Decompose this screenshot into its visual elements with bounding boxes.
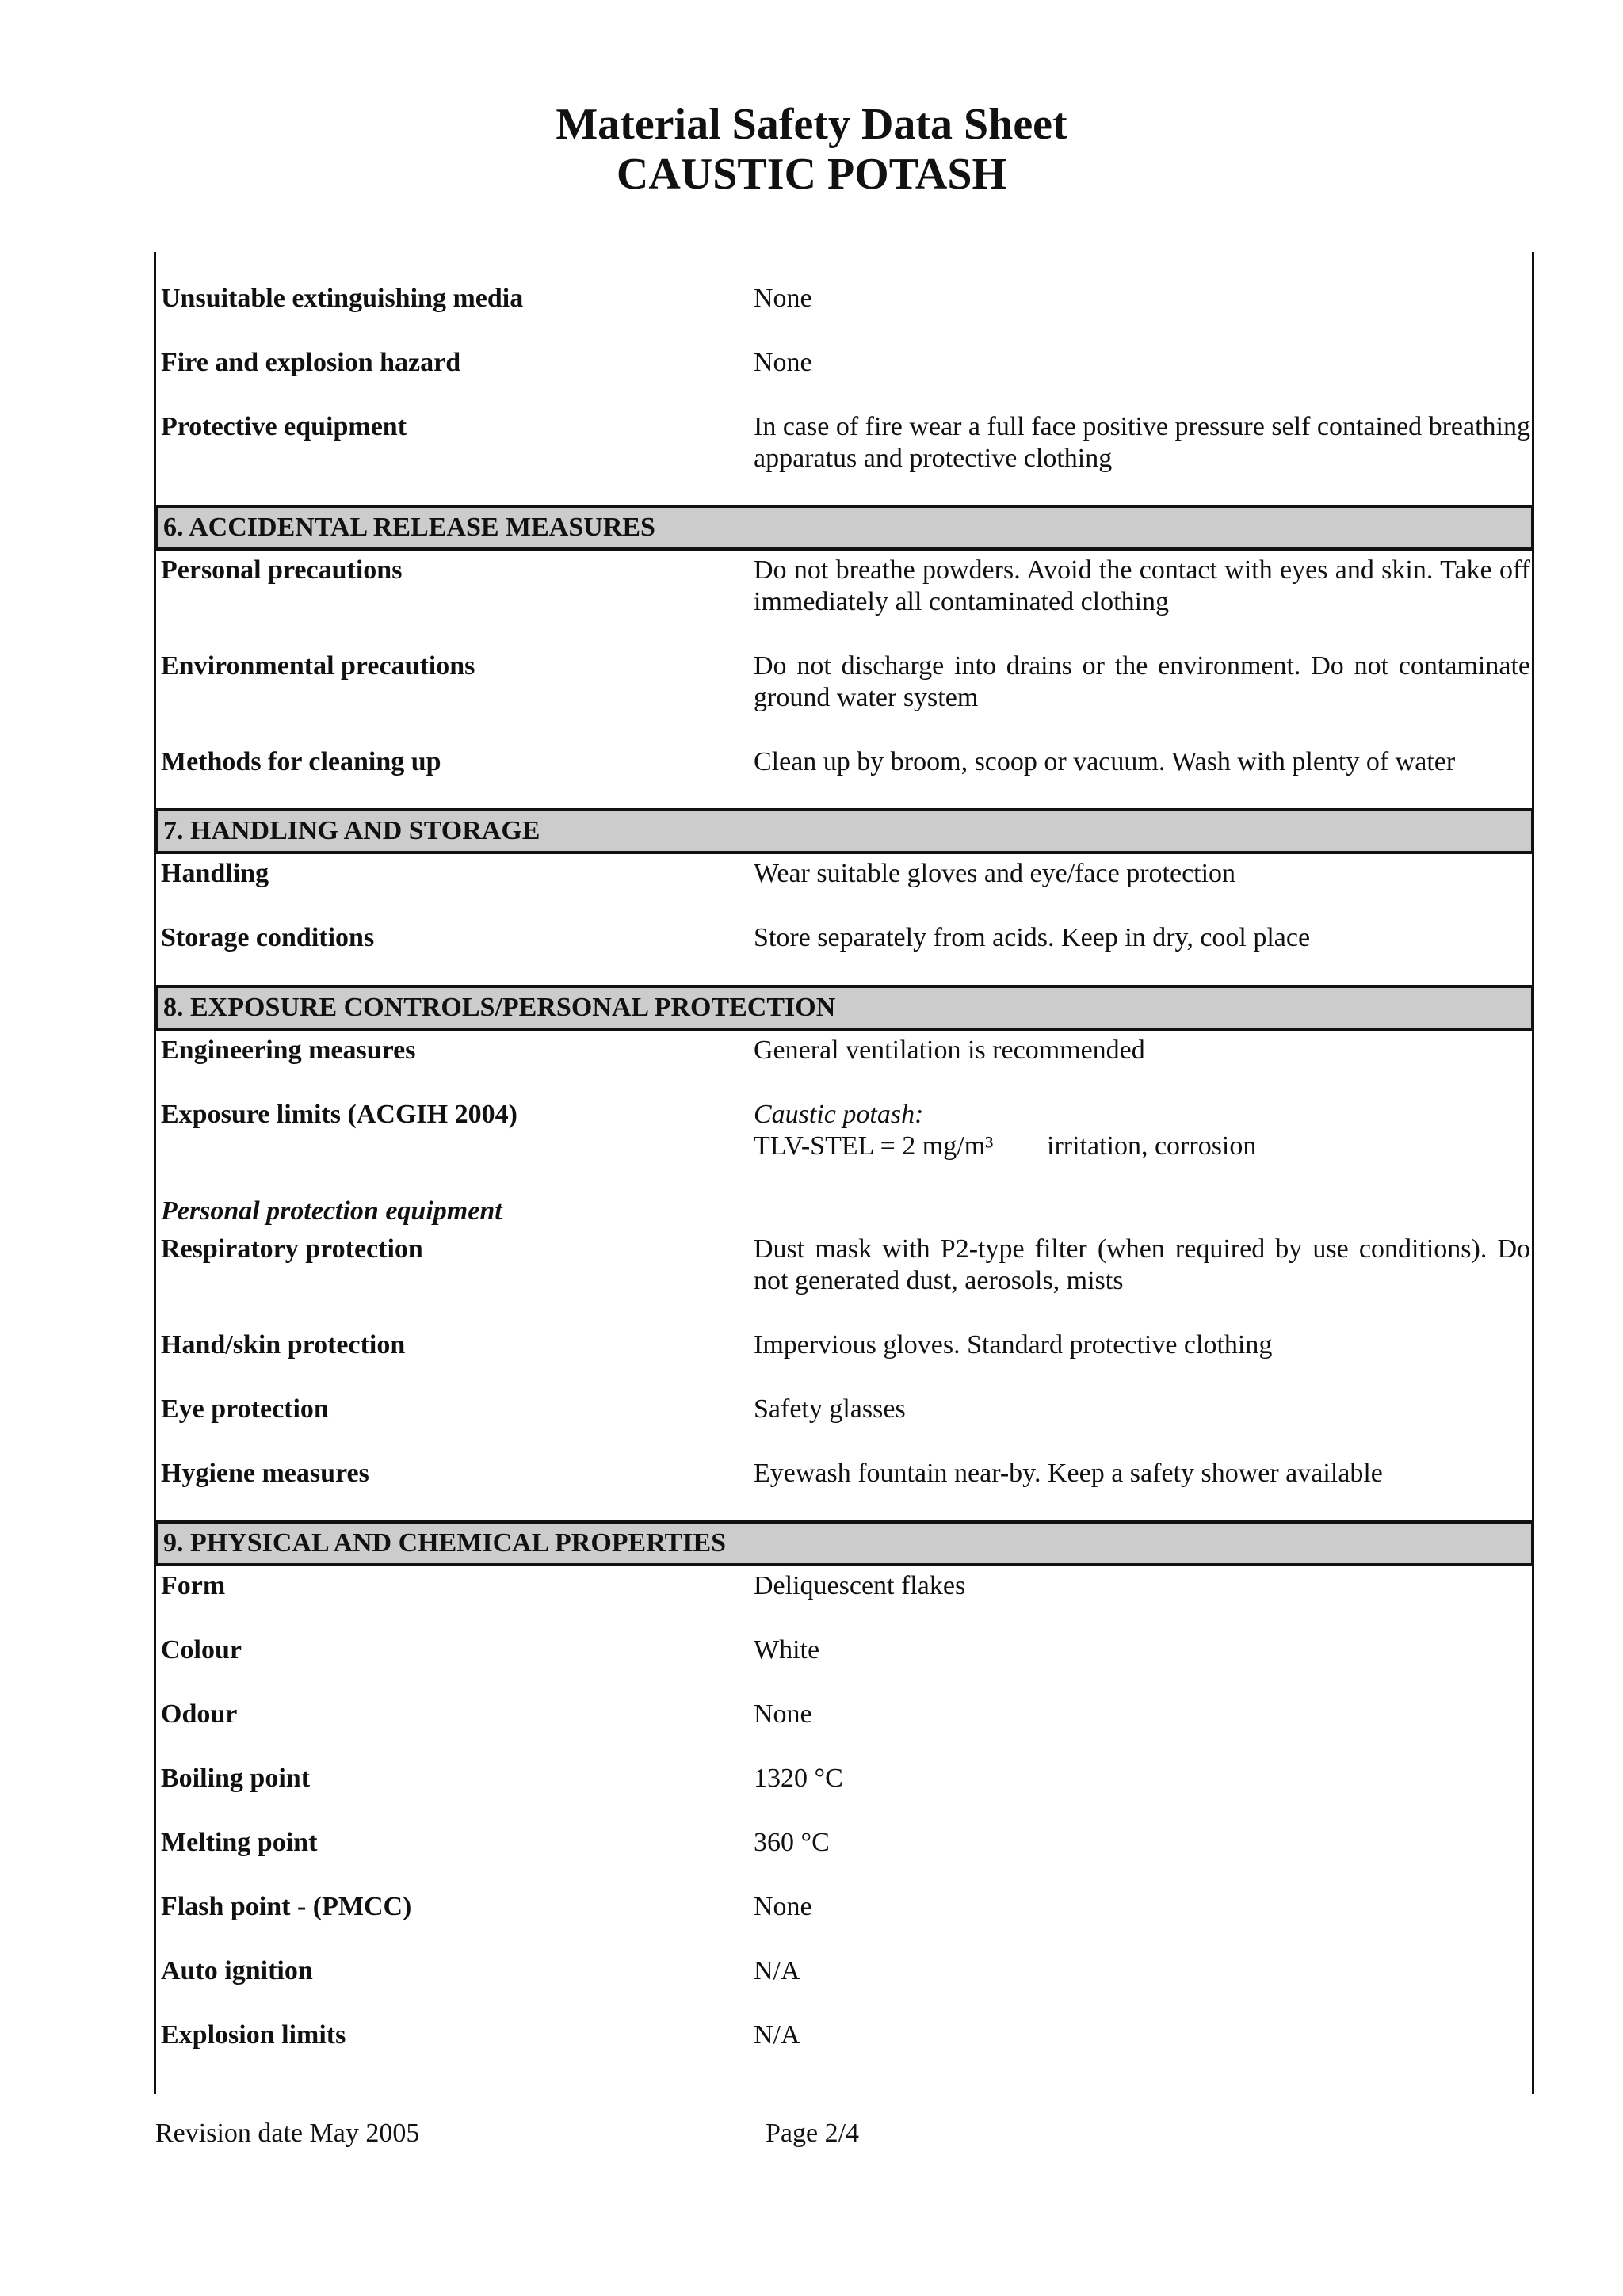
field-value: 360 °C — [754, 1828, 830, 1857]
product-name: CAUSTIC POTASH — [616, 150, 1007, 199]
section-header-handling-storage: 7. HANDLING AND STORAGE — [155, 808, 1534, 854]
field-label: Colour — [161, 1635, 242, 1665]
field-label: Flash point - (PMCC) — [161, 1892, 412, 1921]
field-label: Melting point — [161, 1828, 318, 1857]
field-label: Unsuitable extinguishing media — [161, 284, 524, 313]
section-header-accidental-release: 6. ACCIDENTAL RELEASE MEASURES — [155, 505, 1534, 551]
field-value: In case of fire wear a full face positive pressure self contained breathing apparatus and protective clothing — [754, 412, 1530, 473]
field-value: Clean up by broom, scoop or vacuum. Wash with plenty of water — [754, 747, 1456, 776]
section-header-exposure-controls: 8. EXPOSURE CONTROLS/PERSONAL PROTECTION — [155, 985, 1534, 1031]
field-value: White — [754, 1635, 820, 1665]
field-value: N/A — [754, 2020, 800, 2050]
field-label: Storage conditions — [161, 923, 375, 952]
field-label: Auto ignition — [161, 1956, 313, 1985]
field-label: Hygiene measures — [161, 1459, 369, 1488]
field-label: Protective equipment — [161, 412, 407, 441]
field-value: Do not breathe powders. Avoid the contact with eyes and skin. Take off immediately all contaminated clothing — [754, 555, 1530, 616]
field-value: Safety glasses — [754, 1394, 906, 1424]
page-number: Page 2/4 — [766, 2119, 860, 2148]
exposure-effect: irritation, corrosion — [1047, 1131, 1257, 1161]
field-value: N/A — [754, 1956, 800, 1985]
exposure-limits-value — [754, 1099, 1530, 1162]
field-label: Odour — [161, 1699, 238, 1729]
field-value: Eyewash fountain near-by. Keep a safety shower available — [754, 1459, 1383, 1488]
exposure-substance: Caustic potash: — [754, 1100, 924, 1129]
field-value: None — [754, 1892, 812, 1921]
field-value: Do not discharge into drains or the environment. Do not contaminate ground water system — [754, 651, 1530, 712]
exposure-tlv: TLV-STEL = 2 mg/m³ — [754, 1131, 994, 1161]
field-label: Form — [161, 1571, 226, 1600]
field-value: General ventilation is recommended — [754, 1035, 1145, 1065]
field-label: Handling — [161, 859, 269, 888]
field-value: Store separately from acids. Keep in dry, cool place — [754, 923, 1311, 952]
field-label: Environmental precautions — [161, 651, 475, 681]
document-title: Material Safety Data Sheet — [556, 100, 1067, 149]
field-label: Hand/skin protection — [161, 1330, 406, 1360]
field-value: None — [754, 1699, 812, 1729]
field-value: None — [754, 348, 812, 377]
field-label: Boiling point — [161, 1764, 311, 1793]
field-label: Respiratory protection — [161, 1234, 423, 1264]
field-value: Impervious gloves. Standard protective clothing — [754, 1330, 1273, 1360]
field-label: Eye protection — [161, 1394, 329, 1424]
field-label: Fire and explosion hazard — [161, 348, 461, 377]
field-label: Engineering measures — [161, 1035, 416, 1065]
field-label: Exposure limits (ACGIH 2004) — [161, 1100, 517, 1129]
ppe-subheading: Personal protection equipment — [161, 1196, 502, 1226]
field-label: Explosion limits — [161, 2020, 346, 2050]
field-value: Wear suitable gloves and eye/face protection — [754, 859, 1236, 888]
field-value: None — [754, 284, 812, 313]
field-value: 1320 °C — [754, 1764, 843, 1793]
section-header-physical-chemical: 9. PHYSICAL AND CHEMICAL PROPERTIES — [155, 1520, 1534, 1566]
field-label: Methods for cleaning up — [161, 747, 441, 776]
field-label: Personal precautions — [161, 555, 403, 585]
field-value: Deliquescent flakes — [754, 1571, 966, 1600]
field-value: Dust mask with P2-type filter (when required by use conditions). Do not generated dust, aerosols, mists — [754, 1234, 1530, 1295]
revision-date: Revision date May 2005 — [155, 2119, 420, 2148]
